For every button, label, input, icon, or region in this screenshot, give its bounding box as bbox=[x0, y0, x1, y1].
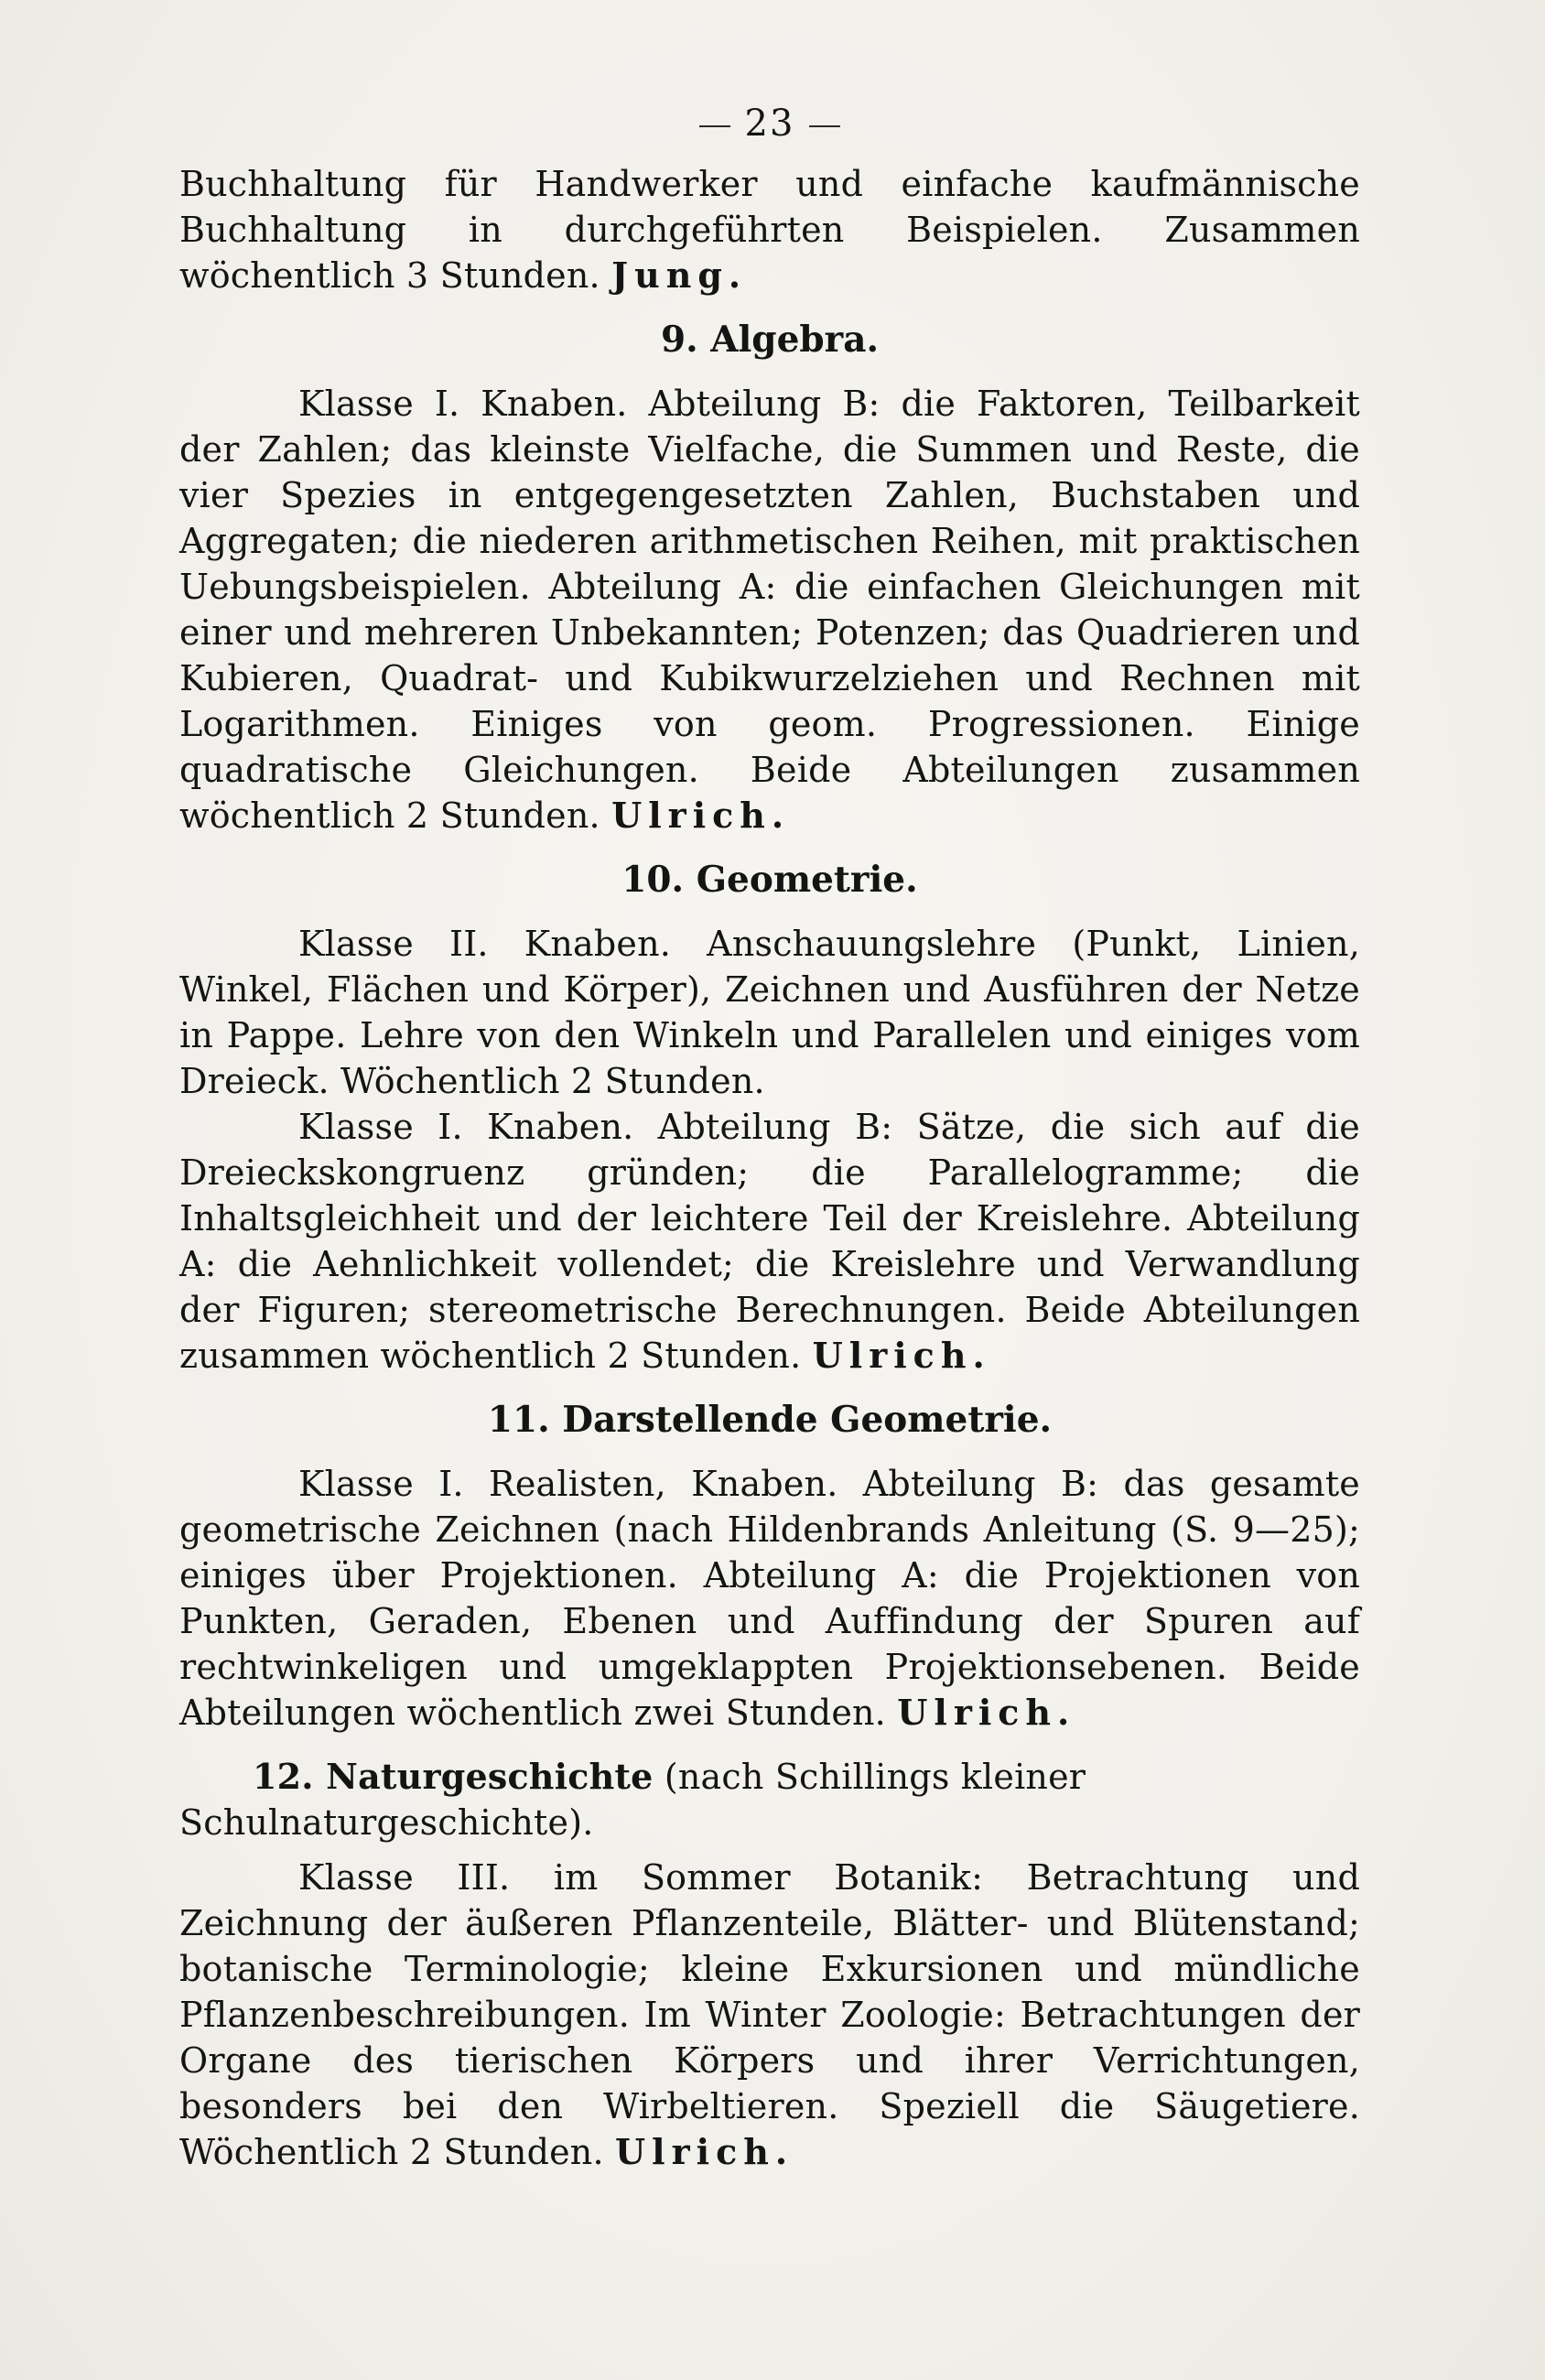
page-number: 23 bbox=[744, 103, 795, 145]
paragraph-text: Buchhaltung für Handwerker und einfache kaufmännische Buchhaltung in durchgeführten Beispielen. Zusammen wöchentlich 3 Stunden. bbox=[179, 164, 1360, 296]
teacher-name: Ulrich. bbox=[615, 2131, 794, 2172]
paragraph-text: Klasse I. Knaben. Abteilung B: die Faktoren, Teilbarkeit der Zahlen; das kleinste Vielfache, die Summen und Reste, die vier Spezies in entgegengesetzten Zahlen, Buchstaben und Aggregaten; die niederen arithmetischen Reihen, mit praktischen Uebungsbeispielen. Abteilung A: die einfachen Gleichungen mit einer und mehreren Unbekannten; Potenzen; das Quadrieren und Kubieren, Quadrat- und Kubikwurzelziehen und Rechnen mit Logarithmen. Einiges von geom. Progressionen. Einige quadratische Gleichungen. Beide Abteilungen zusammen wöchentlich 2 Stunden. bbox=[179, 384, 1360, 836]
teacher-name: Jung. bbox=[611, 254, 748, 296]
paragraph-naturgeschichte bbox=[179, 1855, 1360, 2175]
paragraph-bookkeeping bbox=[179, 161, 1360, 298]
section-heading-title: 12. Naturgeschichte bbox=[253, 1756, 654, 1797]
dash-right bbox=[809, 125, 840, 127]
paragraph-text: Klasse I. Realisten, Knaben. Abteilung B: das gesamte geometrische Zeichnen (nach Hildenbrands Anleitung (S. 9—25); einiges über Projektionen. Abteilung A: die Projektionen von Punkten, Geraden, Ebenen und Auffindung der Spuren auf rechtwinkeligen und umgeklappten Projektionsebenen. Beide Abteilungen wöchentlich zwei Stunden. bbox=[179, 1464, 1360, 1733]
section-heading-geometrie: 10. Geometrie. bbox=[621, 859, 918, 901]
section-heading-naturgeschichte bbox=[179, 1754, 1360, 1845]
paragraph-darstellende-geometrie bbox=[179, 1461, 1360, 1736]
paragraph-geometrie-klasse-1 bbox=[179, 1104, 1360, 1379]
paragraph-algebra bbox=[179, 381, 1360, 838]
page-number-line bbox=[179, 92, 1360, 156]
teacher-name: Ulrich. bbox=[812, 1335, 991, 1376]
paragraph-text: Klasse II. Knaben. Anschauungslehre (Punkt, Linien, Winkel, Flächen und Körper), Zeichnen und Ausführen der Netze in Pappe. Lehre von den Winkeln und Parallelen und einiges vom Dreieck. Wöchentlich 2 Stunden. bbox=[179, 924, 1360, 1101]
section-heading-algebra: 9. Algebra. bbox=[660, 319, 880, 361]
section-heading-note: (nach Schillings kleiner Schulnaturgeschichte). bbox=[179, 1757, 1086, 1843]
section-heading-darstellende-geometrie: 11. Darstellende Geometrie. bbox=[487, 1399, 1053, 1441]
paragraph-text: Klasse III. im Sommer Botanik: Betrachtung und Zeichnung der äußeren Pflanzenteile, Blätter- und Blütenstand; botanische Terminologie; kleine Exkursionen und mündliche Pflanzenbeschreibungen. Im Winter Zoologie: Betrachtungen der Organe des tierischen Körpers und ihrer Verrichtungen, besonders bei den Wirbeltieren. Speziell die Säugetiere. Wöchentlich 2 Stunden. bbox=[179, 1857, 1360, 2172]
page-content bbox=[179, 92, 1360, 2175]
teacher-name: Ulrich. bbox=[897, 1692, 1076, 1733]
paragraph-geometrie-klasse-2 bbox=[179, 921, 1360, 1104]
paragraph-text: Klasse I. Knaben. Abteilung B: Sätze, die sich auf die Dreieckskongruenz gründen; die Parallelogramme; die Inhaltsgleichheit und der leichtere Teil der Kreislehre. Abteilung A: die Aehnlichkeit vollendet; die Kreislehre und Verwandlung der Figuren; stereometrische Berechnungen. Beide Abteilungen zusammen wöchentlich 2 Stunden. bbox=[179, 1107, 1360, 1376]
dash-left bbox=[699, 125, 730, 127]
teacher-name: Ulrich. bbox=[611, 795, 791, 836]
